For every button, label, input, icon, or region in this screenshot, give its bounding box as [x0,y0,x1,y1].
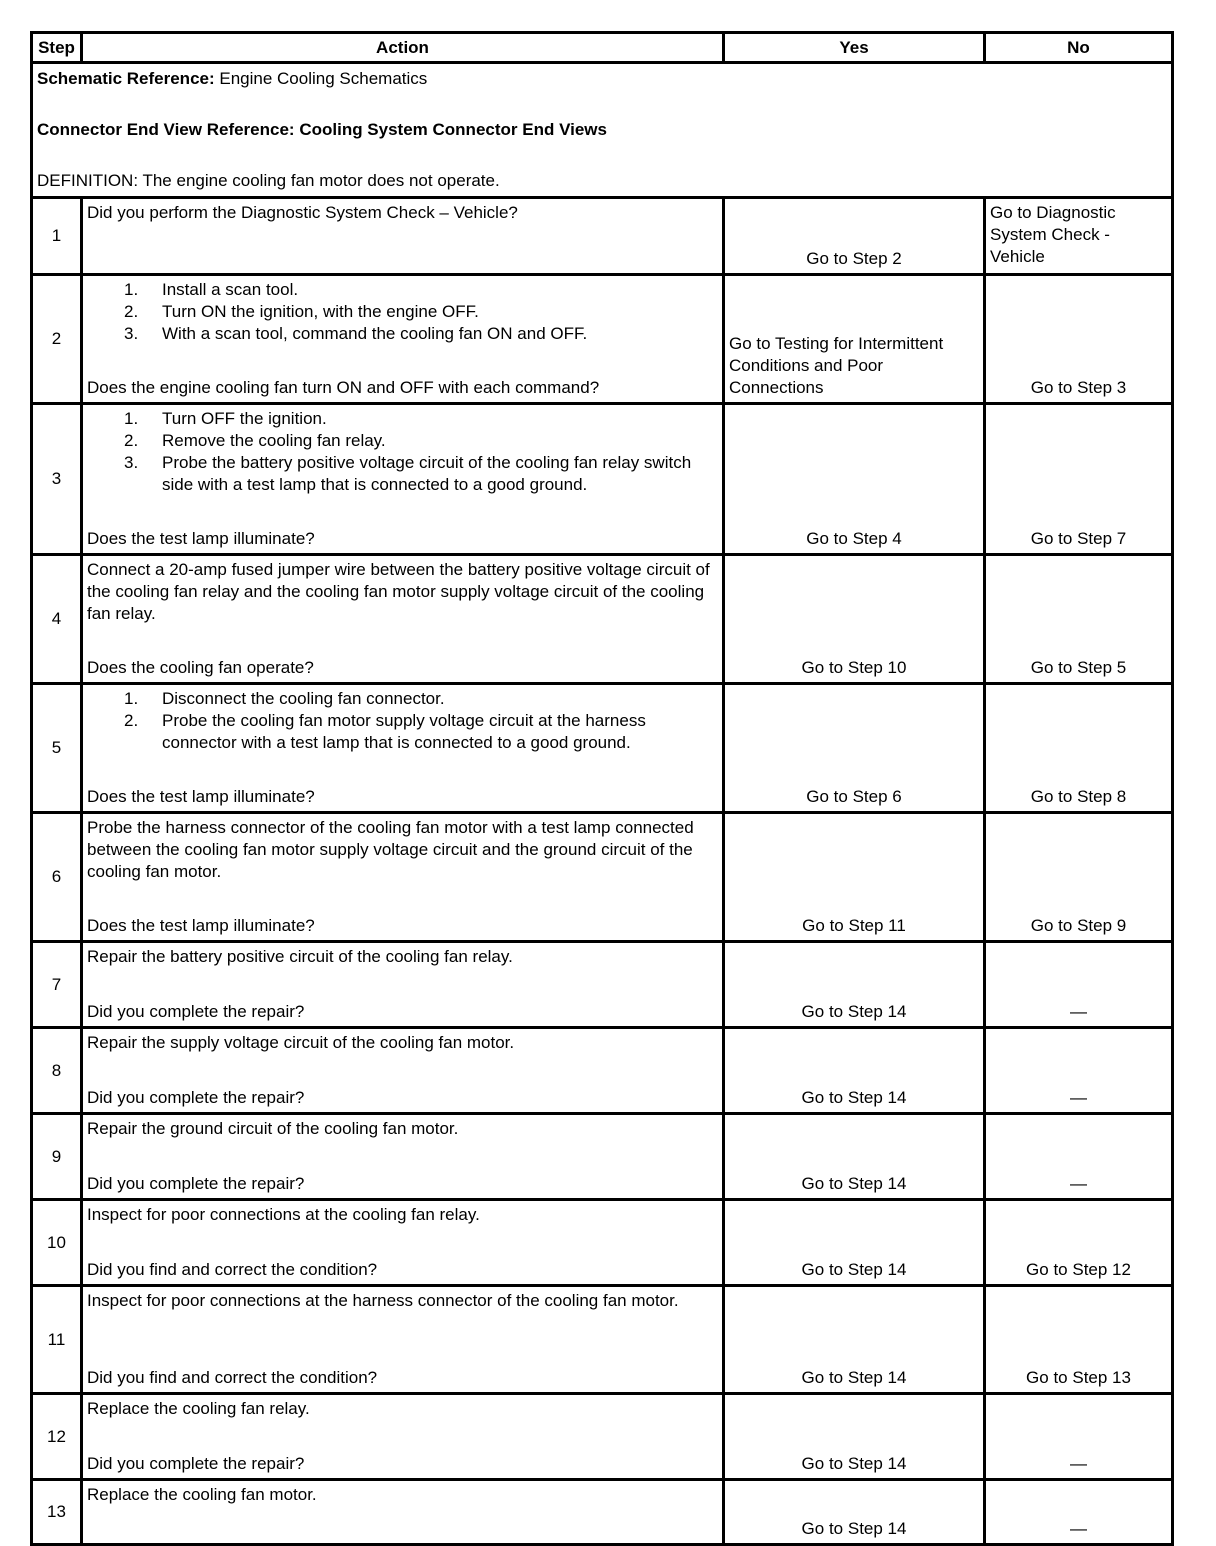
yes-cell: Go to Step 14 [724,1286,985,1394]
action-cell [82,404,724,555]
step-row [32,275,1173,404]
step-row [32,198,1173,275]
yes-cell: Go to Step 14 [724,1114,985,1200]
yes-cell: Go to Step 4 [724,404,985,555]
action-step-text: Remove the cooling fan relay. [162,431,386,450]
yes-cell: Go to Step 2 [724,198,985,275]
schematic-reference-label: Schematic Reference: [37,69,215,88]
action-text: Replace the cooling fan motor. [87,1485,317,1504]
yes-cell: Go to Step 14 [724,1028,985,1114]
action-cell [82,1394,724,1480]
action-question: Does the test lamp illuminate? [87,529,315,548]
action-step-text: Probe the battery positive voltage circuit of the cooling fan relay switch side with a test lamp that is connected to a good ground. [162,453,692,494]
header-no: No [985,33,1173,63]
action-question: Did you complete the repair? [87,1454,305,1473]
action-steps-list [87,279,718,345]
step-number: 4 [32,555,82,684]
action-question: Did you complete the repair? [87,1002,305,1021]
yes-cell: Go to Step 11 [724,813,985,942]
action-cell [82,1286,724,1394]
yes-cell: Go to Step 14 [724,1200,985,1286]
step-number: 10 [32,1200,82,1286]
no-cell: Go to Step 13 [985,1286,1173,1394]
action-cell [82,555,724,684]
action-question: Did you find and correct the condition? [87,1368,378,1387]
step-row [32,404,1173,555]
no-cell: — [985,1480,1173,1545]
action-question: Does the test lamp illuminate? [87,787,315,806]
schematic-reference-value: Engine Cooling Schematics [219,69,428,88]
no-cell: Go to Step 7 [985,404,1173,555]
action-cell [82,1028,724,1114]
action-text: Replace the cooling fan relay. [87,1399,310,1418]
step-number: 8 [32,1028,82,1114]
step-number: 13 [32,1480,82,1545]
action-step-text: Turn OFF the ignition. [162,409,327,428]
reference-row [32,63,1173,198]
action-step-text: With a scan tool, command the cooling fan ON and OFF. [162,324,588,343]
step-row [32,1286,1173,1394]
step-row [32,1028,1173,1114]
action-step-item: 3. With a scan tool, command the cooling fan ON and OFF. [124,324,588,343]
diagnostic-table [30,31,1174,1546]
action-step-item: 2. Probe the cooling fan motor supply voltage circuit at the harness connector with a test lamp that is connected to a good ground. [124,711,646,752]
step-row [32,942,1173,1028]
action-question: Did you find and correct the condition? [87,1260,378,1279]
step-number: 11 [32,1286,82,1394]
yes-cell: Go to Step 14 [724,1394,985,1480]
action-step-text: Turn ON the ignition, with the engine OFF. [162,302,479,321]
step-number: 3 [32,404,82,555]
action-step-item: 1. Disconnect the cooling fan connector. [124,689,445,708]
action-cell [82,684,724,813]
action-text: Repair the ground circuit of the cooling fan motor. [87,1119,459,1138]
action-steps-list [87,688,718,754]
step-number: 6 [32,813,82,942]
action-text: Probe the harness connector of the cooling fan motor with a test lamp connected between the cooling fan motor supply voltage circuit and the ground circuit of the cooling fan motor. [87,818,694,881]
action-question: Does the test lamp illuminate? [87,916,315,935]
action-cell [82,1114,724,1200]
action-step-text: Install a scan tool. [162,280,299,299]
yes-cell: Go to Step 14 [724,942,985,1028]
action-step-item: 2. Remove the cooling fan relay. [124,431,386,450]
action-text: Repair the supply voltage circuit of the cooling fan motor. [87,1033,515,1052]
step-number: 5 [32,684,82,813]
no-cell: — [985,1028,1173,1114]
action-steps-list [87,408,718,496]
step-number: 2 [32,275,82,404]
action-cell [82,1200,724,1286]
action-step-text: Disconnect the cooling fan connector. [162,689,445,708]
step-row [32,1394,1173,1480]
action-text: Repair the battery positive circuit of the cooling fan relay. [87,947,513,966]
no-cell: Go to Step 12 [985,1200,1173,1286]
no-cell: Go to Step 9 [985,813,1173,942]
action-question: Did you complete the repair? [87,1088,305,1107]
action-text: Inspect for poor connections at the cooling fan relay. [87,1205,480,1224]
step-number: 1 [32,198,82,275]
schematic-reference [37,68,1167,90]
action-text: Connect a 20-amp fused jumper wire between the battery positive voltage circuit of the cooling fan relay and the cooling fan motor supply voltage circuit of the cooling fan relay. [87,560,710,623]
header-row [32,33,1173,63]
step-number: 9 [32,1114,82,1200]
action-cell [82,198,724,275]
no-cell: Go to Step 5 [985,555,1173,684]
connector-reference-value: Cooling System Connector End Views [299,120,607,139]
action-cell [82,813,724,942]
no-cell: Go to Step 8 [985,684,1173,813]
no-cell: — [985,1394,1173,1480]
step-row [32,813,1173,942]
yes-cell: Go to Step 6 [724,684,985,813]
action-question: Does the cooling fan operate? [87,658,314,677]
step-number: 7 [32,942,82,1028]
no-cell: Go to Diagnostic System Check - Vehicle [985,198,1173,275]
action-cell [82,942,724,1028]
action-step-item: 2. Turn ON the ignition, with the engine OFF. [124,302,479,321]
header-action: Action [82,33,724,63]
yes-cell: Go to Testing for Intermittent Conditions and Poor Connections [724,275,985,404]
yes-cell: Go to Step 10 [724,555,985,684]
step-row [32,1114,1173,1200]
header-yes: Yes [724,33,985,63]
action-step-text: Probe the cooling fan motor supply voltage circuit at the harness connector with a test lamp that is connected to a good ground. [162,711,646,752]
action-step-item: 3. Probe the battery positive voltage circuit of the cooling fan relay switch side with a test lamp that is connected to a good ground. [124,453,692,494]
action-text: Did you perform the Diagnostic System Check – Vehicle? [87,203,518,222]
action-text: Inspect for poor connections at the harness connector of the cooling fan motor. [87,1291,679,1310]
definition: DEFINITION: The engine cooling fan motor does not operate. [37,171,500,190]
step-row [32,684,1173,813]
step-row [32,555,1173,684]
no-cell: Go to Step 3 [985,275,1173,404]
step-number: 12 [32,1394,82,1480]
yes-cell: Go to Step 14 [724,1480,985,1545]
reference-cell [32,63,1173,198]
action-step-item: 1. Install a scan tool. [124,280,299,299]
step-row [32,1200,1173,1286]
action-cell [82,1480,724,1545]
connector-reference-label: Connector End View Reference: [37,120,295,139]
no-cell: — [985,942,1173,1028]
step-row [32,1480,1173,1545]
connector-reference [37,119,1167,141]
action-step-item: 1. Turn OFF the ignition. [124,409,327,428]
header-step: Step [32,33,82,63]
action-question: Does the engine cooling fan turn ON and OFF with each command? [87,378,600,397]
action-question: Did you complete the repair? [87,1174,305,1193]
action-cell [82,275,724,404]
no-cell: — [985,1114,1173,1200]
